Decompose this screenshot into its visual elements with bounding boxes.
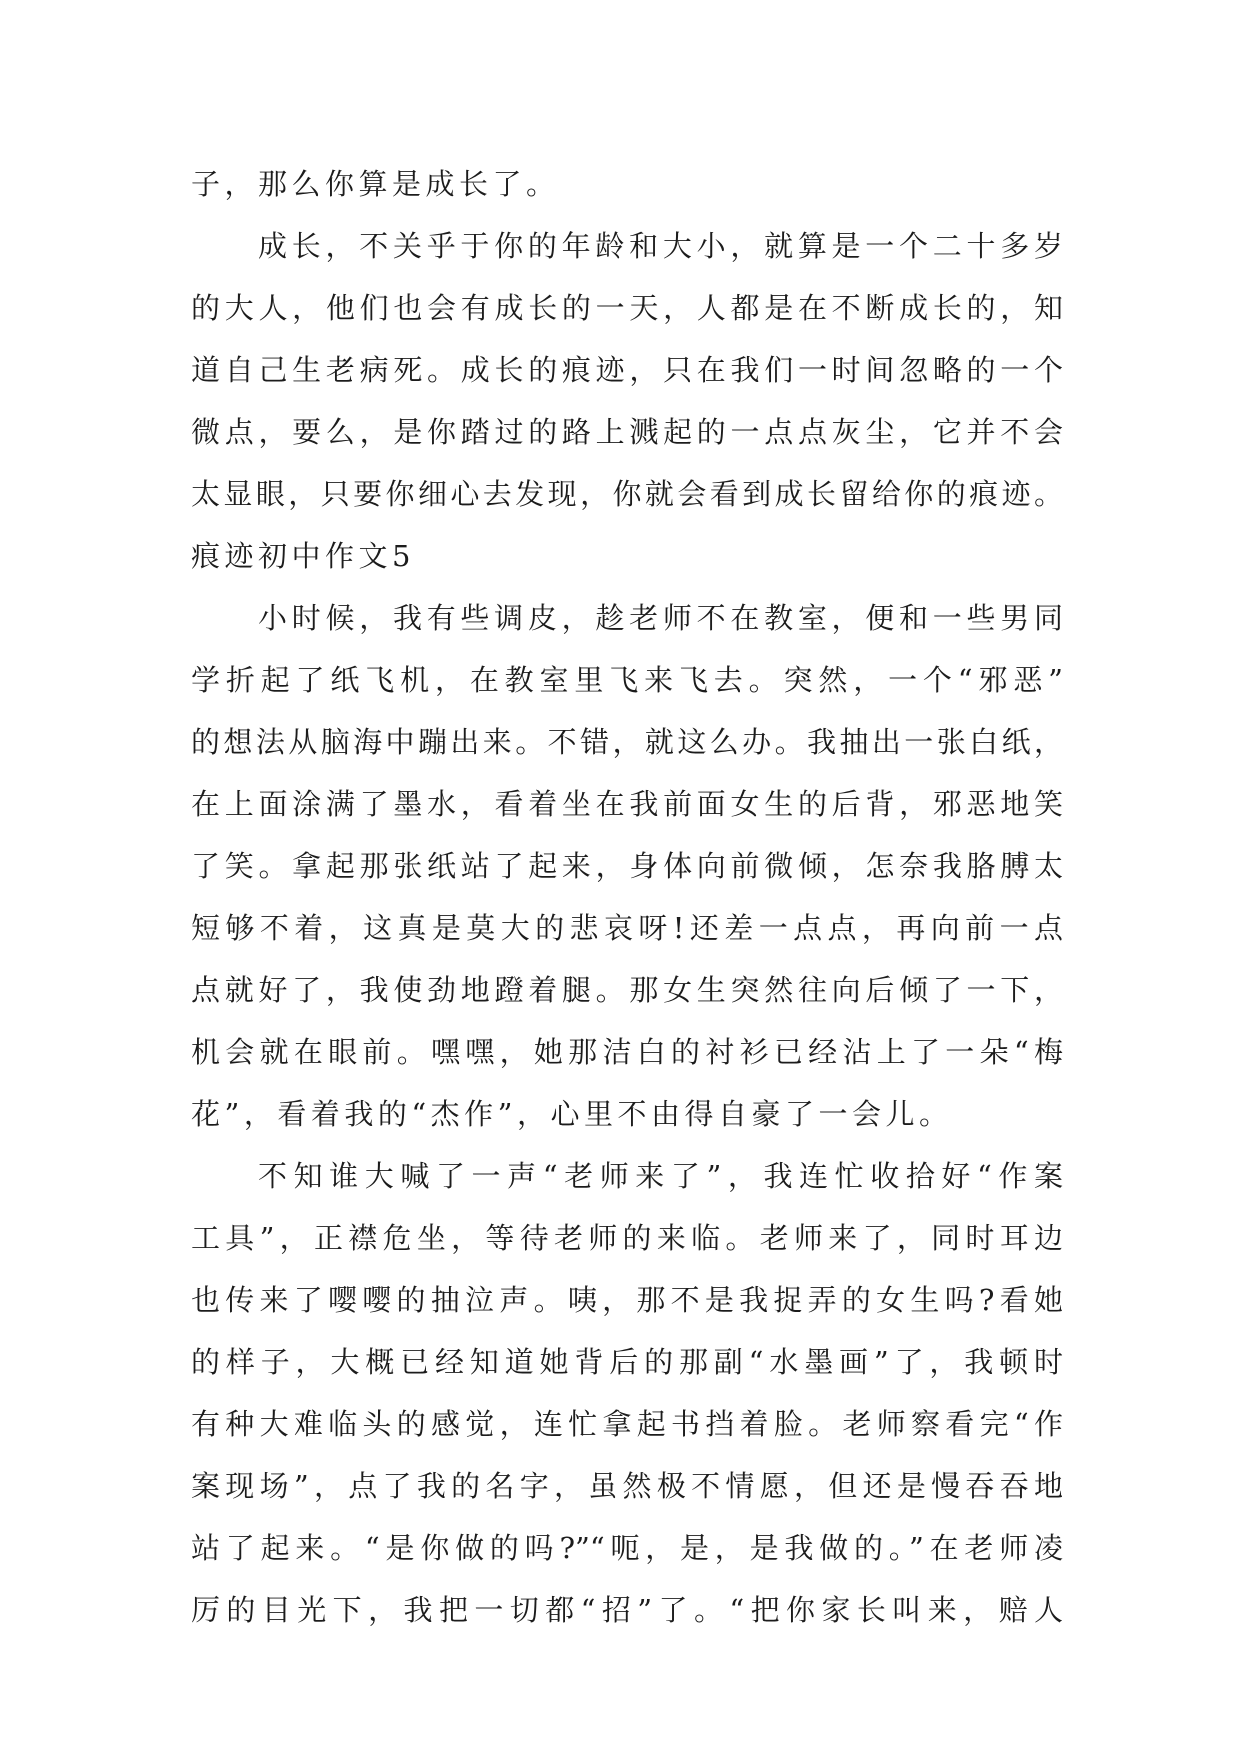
text-line: 短够不着，这真是莫大的悲哀呀!还差一点点，再向前一点 [191, 911, 1063, 945]
text-line: 子，那么你算是成长了。 [191, 167, 560, 201]
section-heading: 痕迹初中作文5 [191, 539, 415, 573]
text-line: 的想法从脑海中蹦出来。不错，就这么办。我抽出一张白纸， [191, 725, 1063, 759]
text-line: 点就好了，我使劲地蹬着腿。那女生突然往向后倾了一下， [191, 973, 1063, 1007]
text-line: 工具”，正襟危坐，等待老师的来临。老师来了，同时耳边 [191, 1221, 1063, 1255]
text-line: 在上面涂满了墨水，看着坐在我前面女生的后背，邪恶地笑 [191, 787, 1063, 821]
text-line: 花”，看着我的“杰作”，心里不由得自豪了一会儿。 [191, 1097, 953, 1131]
text-line: 道自己生老病死。成长的痕迹，只在我们一时间忽略的一个 [191, 353, 1063, 387]
document-body [191, 153, 1063, 1641]
text-line: 机会就在眼前。嘿嘿，她那洁白的衬衫已经沾上了一朵“梅 [191, 1035, 1063, 1069]
text-line: 案现场”，点了我的名字，虽然极不情愿，但还是慢吞吞地 [191, 1469, 1063, 1503]
text-line: 小时候，我有些调皮，趁老师不在教室，便和一些男同 [258, 601, 1063, 635]
text-line: 站了起来。“是你做的吗?”“呃，是，是我做的。”在老师凌 [191, 1531, 1063, 1565]
text-line: 的大人，他们也会有成长的一天，人都是在不断成长的，知 [191, 291, 1063, 325]
text-line: 不知谁大喊了一声“老师来了”，我连忙收拾好“作案 [258, 1159, 1063, 1193]
text-line: 了笑。拿起那张纸站了起来，身体向前微倾，怎奈我胳膊太 [191, 849, 1063, 883]
text-line: 成长，不关乎于你的年龄和大小，就算是一个二十多岁 [258, 229, 1063, 263]
text-line: 也传来了嘤嘤的抽泣声。咦，那不是我捉弄的女生吗?看她 [191, 1283, 1063, 1317]
text-line: 厉的目光下，我把一切都“招”了。“把你家长叫来，赔人 [191, 1593, 1063, 1627]
text-line: 有种大难临头的感觉，连忙拿起书挡着脸。老师察看完“作 [191, 1407, 1063, 1441]
text-line: 学折起了纸飞机，在教室里飞来飞去。突然，一个“邪恶” [191, 663, 1063, 697]
text-line: 的样子，大概已经知道她背后的那副“水墨画”了，我顿时 [191, 1345, 1063, 1379]
text-line: 微点，要么，是你踏过的路上溅起的一点点灰尘，它并不会 [191, 415, 1063, 449]
text-line: 太显眼，只要你细心去发现，你就会看到成长留给你的痕迹。 [191, 477, 1063, 511]
